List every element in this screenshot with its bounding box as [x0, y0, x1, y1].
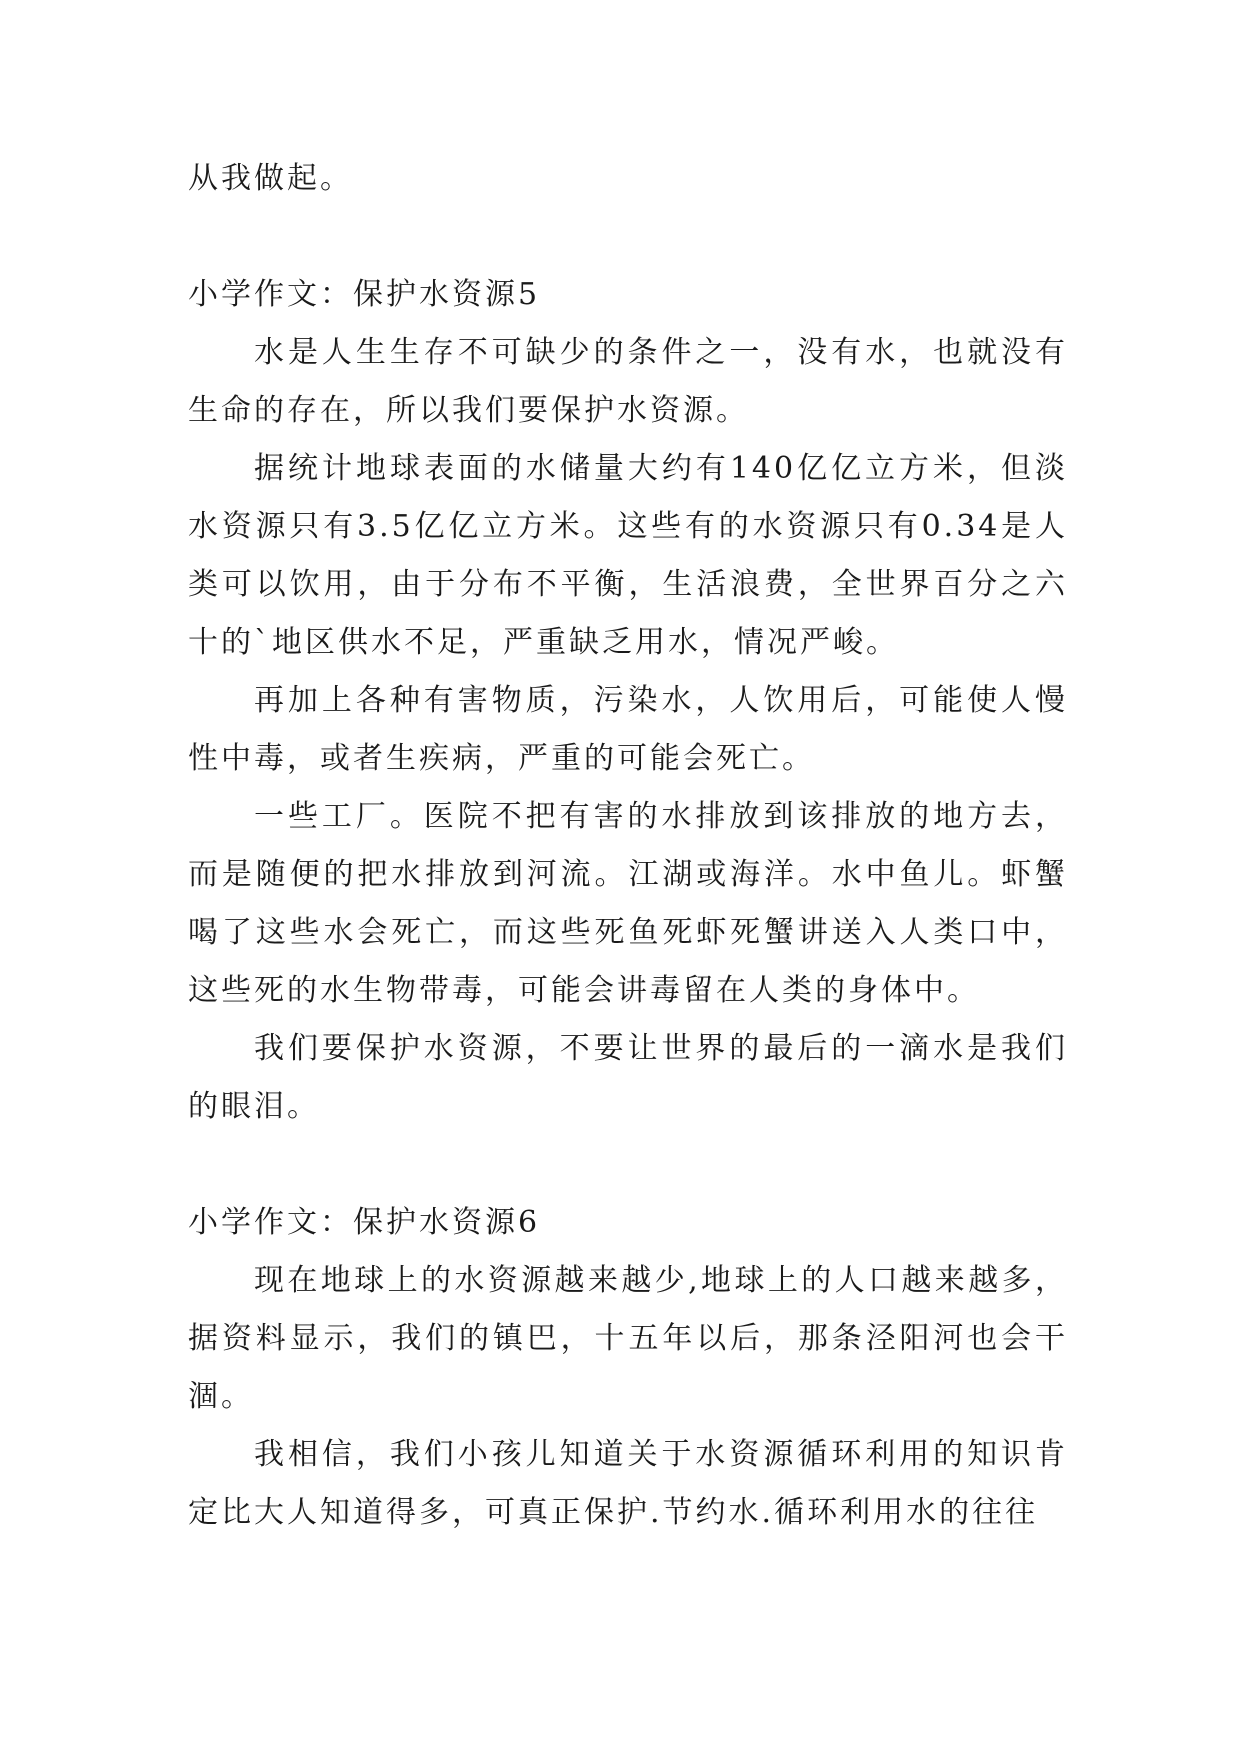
document-body [188, 150, 1068, 1542]
paragraph: 再加上各种有害物质，污染水，人饮用后，可能使人慢性中毒，或者生疾病，严重的可能会死亡。 [188, 683, 1068, 776]
paragraph: 我相信，我们小孩儿知道关于水资源循环利用的知识肯定比大人知道得多，可真正保护.节约水.循环利用水的往往 [188, 1437, 1068, 1530]
paragraph: 一些工厂。医院不把有害的水排放到该排放的地方去，而是随便的把水排放到河流。江湖或海洋。水中鱼儿。虾蟹喝了这些水会死亡，而这些死鱼死虾死蟹讲送入人类口中，这些死的水生物带毒，可能会讲毒留在人类的身体中。 [188, 799, 1068, 1008]
paragraph: 水是人生生存不可缺少的条件之一，没有水，也就没有生命的存在，所以我们要保护水资源。 [188, 335, 1068, 428]
paragraph: 据统计地球表面的水储量大约有140亿亿立方米，但淡水资源只有3.5亿亿立方米。这些有的水资源只有0.34是人类可以饮用，由于分布不平衡，生活浪费，全世界百分之六十的`地区供水不足，严重缺乏用水，情况严峻。 [188, 451, 1068, 660]
section-heading-6: 小学作文：保护水资源6 [188, 1205, 541, 1240]
opening-line: 从我做起。 [188, 161, 353, 196]
section-heading-5: 小学作文：保护水资源5 [188, 277, 541, 312]
paragraph: 现在地球上的水资源越来越少,地球上的人口越来越多，据资料显示，我们的镇巴，十五年以后，那条泾阳河也会干涸。 [188, 1263, 1068, 1414]
paragraph: 我们要保护水资源，不要让世界的最后的一滴水是我们的眼泪。 [188, 1031, 1068, 1124]
